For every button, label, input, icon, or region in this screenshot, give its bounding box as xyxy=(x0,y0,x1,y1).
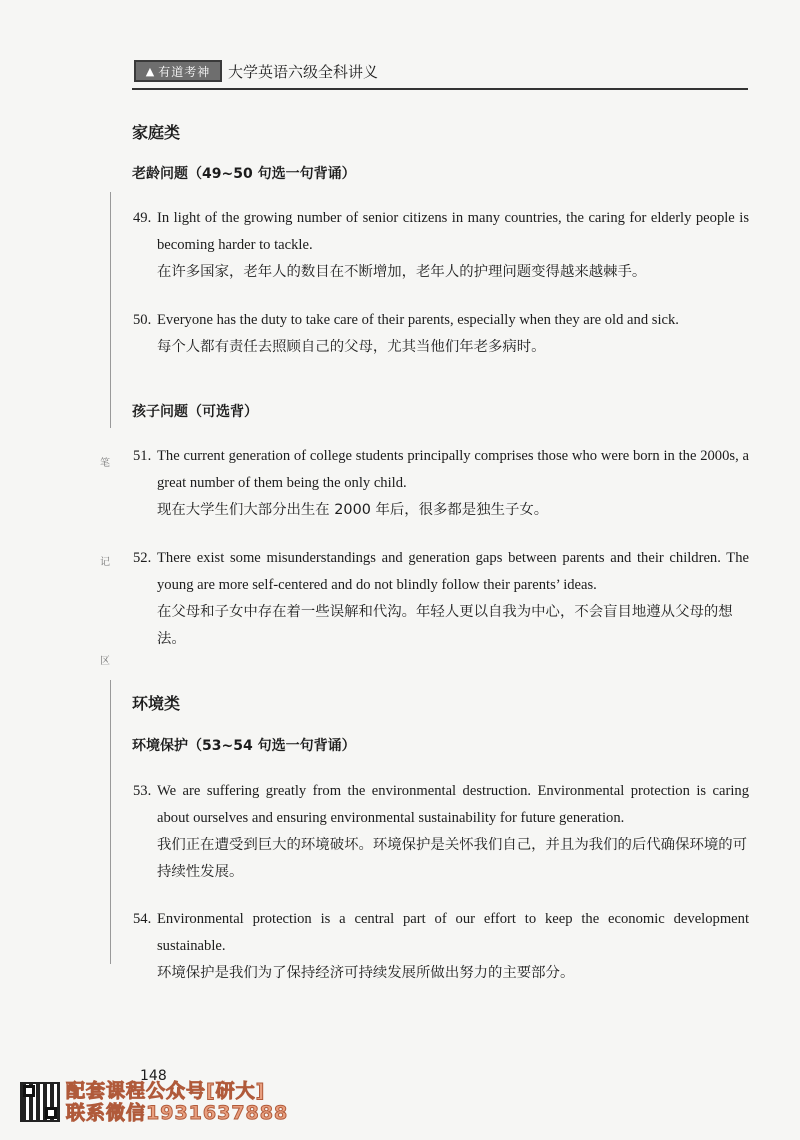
margin-rule xyxy=(110,192,111,428)
logo-text: 有道考神 xyxy=(158,64,211,79)
sentence-item xyxy=(133,205,749,286)
subsection-heading: 孩子问题（可选背） xyxy=(132,404,258,420)
page-header xyxy=(134,60,378,82)
book-icon: ▲ xyxy=(145,64,156,78)
category-heading: 环境类 xyxy=(132,694,181,713)
promo-line: 联系微信1931637888 xyxy=(66,1102,289,1124)
header-title: 大学英语六级全科讲义 xyxy=(228,62,379,81)
promo-line: 配套课程公众号[研大] xyxy=(66,1080,266,1102)
sentence-number: 51. xyxy=(133,448,152,464)
sentence-translation: 在许多国家，老年人的数目在不断增加，老年人的护理问题变得越来越棘手。 xyxy=(157,264,647,280)
margin-note: 笔 xyxy=(100,458,110,469)
sentence-item xyxy=(133,307,749,361)
sentence-english xyxy=(133,307,749,334)
sentence-text: We are suffering greatly from the environmental destruction. Environmental protection is caring about ourselves and ensuring environmental sustainability for future generation. xyxy=(157,783,749,826)
sentence-number: 53. xyxy=(133,783,152,799)
sentence-text: Environmental protection is a central part of our effort to keep the economic development sustainable. xyxy=(157,911,749,954)
subsection-heading: 环境保护（53~54 句选一句背诵） xyxy=(132,738,356,754)
sentence-number: 49. xyxy=(133,210,152,226)
sentence-item xyxy=(133,443,749,524)
sentence-english xyxy=(133,443,749,497)
sentence-item xyxy=(133,778,749,886)
sentence-item xyxy=(133,545,749,653)
sentence-translation: 每个人都有责任去照顾自己的父母，尤其当他们年老多病时。 xyxy=(157,339,546,355)
sentence-text: There exist some misunderstandings and generation gaps between parents and their children. The young are more self-centered and do not blindly follow their parents’ ideas. xyxy=(157,550,749,593)
sentence-text: Everyone has the duty to take care of their parents, especially when they are old and sick. xyxy=(157,312,679,328)
sentence-translation: 在父母和子女中存在着一些误解和代沟。年轻人更以自我为中心，不会盲目地遵从父母的想法。 xyxy=(157,604,733,647)
page-number: 148 xyxy=(140,1068,167,1084)
sentence-english xyxy=(133,778,749,832)
sentence-number: 54. xyxy=(133,911,152,927)
category-heading: 家庭类 xyxy=(132,123,181,142)
sentence-english xyxy=(133,545,749,599)
brand-logo xyxy=(134,60,222,82)
sentence-english xyxy=(133,906,749,960)
sentence-text: In light of the growing number of senior citizens in many countries, the caring for elderly people is becoming harder to tackle. xyxy=(157,210,749,253)
sentence-translation: 我们正在遭受到巨大的环境破坏。环境保护是关怀我们自己，并且为我们的后代确保环境的可持续性发展。 xyxy=(157,837,748,880)
margin-note: 记 xyxy=(100,557,110,568)
sentence-english xyxy=(133,205,749,259)
promo-watermark xyxy=(66,1080,288,1124)
sentence-translation: 环境保护是我们为了保持经济可持续发展所做出努力的主要部分。 xyxy=(157,965,575,981)
margin-note: 区 xyxy=(100,656,110,667)
header-divider xyxy=(132,88,748,90)
sentence-item xyxy=(133,906,749,987)
sentence-text: The current generation of college students principally comprises those who were born in the 2000s, a great number of them being the only child. xyxy=(157,448,749,491)
sentence-number: 52. xyxy=(133,550,152,566)
sentence-number: 50. xyxy=(133,312,152,328)
subsection-heading: 老龄问题（49~50 句选一句背诵） xyxy=(132,166,356,182)
sentence-translation: 现在大学生们大部分出生在 2000 年后，很多都是独生子女。 xyxy=(157,502,549,518)
qr-code-icon xyxy=(20,1082,60,1122)
margin-rule xyxy=(110,680,111,964)
